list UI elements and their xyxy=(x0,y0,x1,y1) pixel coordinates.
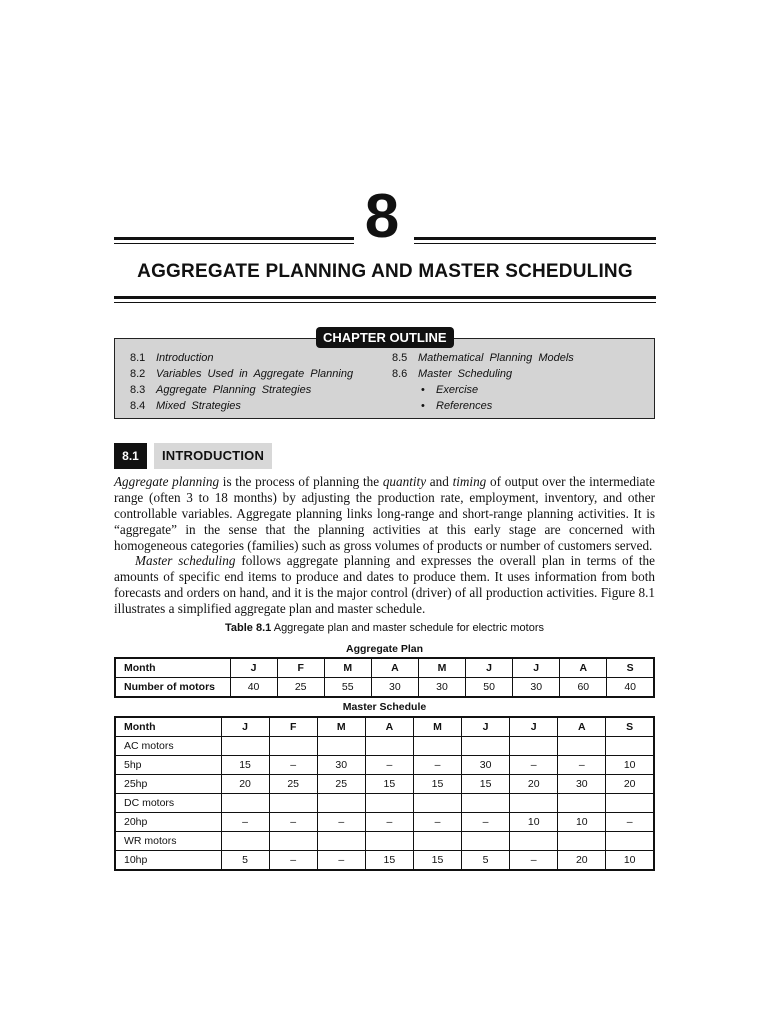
table-header-cell: M xyxy=(324,658,371,678)
table-cell xyxy=(365,737,413,756)
outline-left-column xyxy=(130,350,353,414)
table-cell: – xyxy=(413,756,461,775)
master-schedule-title: Master Schedule xyxy=(342,701,427,713)
table-row-label: AC motors xyxy=(115,737,221,756)
table-header-cell: A xyxy=(558,717,606,737)
section-title: INTRODUCTION xyxy=(154,443,272,469)
table-header-cell: J xyxy=(230,658,277,678)
table-header-cell: J xyxy=(510,717,558,737)
table-caption xyxy=(114,620,655,636)
table-header-row xyxy=(115,658,654,678)
table-cell xyxy=(462,737,510,756)
aggregate-plan-title: Aggregate Plan xyxy=(345,643,424,655)
table-cell xyxy=(269,737,317,756)
table-cell: 15 xyxy=(413,775,461,794)
table-cell: 30 xyxy=(462,756,510,775)
table-row-label: 5hp xyxy=(115,756,221,775)
table-cell xyxy=(317,794,365,813)
table-row xyxy=(115,737,654,756)
top-rule-left-thin xyxy=(114,243,354,244)
table-row xyxy=(115,794,654,813)
paragraph-text: is the process of planning the xyxy=(219,474,383,489)
outline-subitem[interactable] xyxy=(392,398,574,414)
table-cell: 25 xyxy=(317,775,365,794)
paragraph-text: of output over the intermediate range (often 3 to 18 months) by adjusting the production rate, employment, inventory, and other controllable variables. Aggregate planning links long-range and short-range planning activities. It is “aggregate” in the sense that the planning activities at this early stage are concerned with homogeneous categories (families) such as gross volumes of products or number of customers served. xyxy=(114,474,656,553)
table-cell: – xyxy=(462,813,510,832)
table-cell xyxy=(269,832,317,851)
table-header-cell: Month xyxy=(115,717,221,737)
aggregate-plan-table xyxy=(114,657,655,698)
table-row xyxy=(115,678,654,698)
paragraph-text: follows aggregate planning and expresses the overall plan in terms of the amounts of specific end items to produce and dates to produce them. It uses information from both forecasts and orders on hand, and it is the major control (driver) of all production activities. Figure 8.1 illustrates a simplified aggregate plan and master schedule. xyxy=(114,553,656,616)
table-row xyxy=(115,756,654,775)
table-cell: 25 xyxy=(269,775,317,794)
outline-item[interactable] xyxy=(130,398,353,414)
table-cell xyxy=(462,832,510,851)
table-cell xyxy=(365,794,413,813)
table-row-label: 25hp xyxy=(115,775,221,794)
paragraph-master-scheduling xyxy=(114,553,655,617)
outline-item-text: Variables Used in Aggregate Planning xyxy=(156,368,354,380)
chapter-outline-label: CHAPTER OUTLINE xyxy=(316,327,454,348)
table-cell: 20 xyxy=(510,775,558,794)
table-cell: – xyxy=(365,813,413,832)
table-cell xyxy=(221,832,269,851)
outline-item[interactable] xyxy=(392,350,574,366)
table-cell: – xyxy=(317,813,365,832)
term-aggregate-planning: Aggregate planning xyxy=(114,474,220,489)
table-cell xyxy=(317,737,365,756)
outline-item-number: 8.3 xyxy=(130,384,146,396)
top-rule-right-thin xyxy=(414,243,656,244)
table-header-cell: S xyxy=(606,717,654,737)
table-row-label: 20hp xyxy=(115,813,221,832)
emphasis-quantity: quantity xyxy=(382,474,427,489)
table-header-row xyxy=(115,717,654,737)
table-header-cell: F xyxy=(269,717,317,737)
table-cell: – xyxy=(365,756,413,775)
table-cell: – xyxy=(413,813,461,832)
table-cell: – xyxy=(317,851,365,871)
table-cell xyxy=(558,794,606,813)
table-cell xyxy=(606,737,654,756)
outline-item-number: 8.4 xyxy=(130,400,146,412)
table-cell: – xyxy=(221,813,269,832)
table-cell: 60 xyxy=(560,678,607,698)
title-rule-thin xyxy=(114,302,656,303)
paragraph-text: and xyxy=(426,474,453,489)
table-cell xyxy=(221,794,269,813)
table-cell: 40 xyxy=(230,678,277,698)
table-cell: 10 xyxy=(606,851,654,871)
table-row xyxy=(115,813,654,832)
table-row xyxy=(115,775,654,794)
table-cell: 30 xyxy=(371,678,418,698)
chapter-number: 8 xyxy=(364,182,400,251)
table-cell: – xyxy=(606,813,654,832)
table-cell: 10 xyxy=(558,813,606,832)
table-header-cell: J xyxy=(466,658,513,678)
outline-item-text: Aggregate Planning Strategies xyxy=(156,384,312,396)
top-rule-right-thick xyxy=(414,237,656,240)
table-header-cell: A xyxy=(365,717,413,737)
table-cell: 15 xyxy=(462,775,510,794)
outline-item-number: 8.6 xyxy=(392,368,408,380)
table-header-cell: M xyxy=(317,717,365,737)
table-cell: 10 xyxy=(510,813,558,832)
table-header-cell: S xyxy=(607,658,654,678)
table-header-cell: M xyxy=(413,717,461,737)
outline-item-text: Introduction xyxy=(156,352,214,364)
paragraph-aggregate-planning xyxy=(114,474,655,554)
table-cell xyxy=(221,737,269,756)
table-row-label: Number of motors xyxy=(115,678,230,698)
table-cell: 15 xyxy=(365,775,413,794)
table-cell: 30 xyxy=(558,775,606,794)
table-cell xyxy=(510,832,558,851)
title-rule-thick xyxy=(114,296,656,299)
table-cell: 30 xyxy=(418,678,465,698)
table-cell: 20 xyxy=(558,851,606,871)
table-cell: 5 xyxy=(221,851,269,871)
top-rule-left-thick xyxy=(114,237,354,240)
table-cell: 5 xyxy=(462,851,510,871)
table-cell: 30 xyxy=(317,756,365,775)
table-cell: 30 xyxy=(513,678,560,698)
outline-item[interactable] xyxy=(392,366,574,382)
outline-item[interactable] xyxy=(130,366,353,382)
table-cell xyxy=(510,794,558,813)
table-cell: 10 xyxy=(606,756,654,775)
bullet-icon: • xyxy=(421,400,425,412)
table-cell xyxy=(413,832,461,851)
master-schedule-table xyxy=(114,716,655,871)
outline-item-text: Mixed Strategies xyxy=(156,400,241,412)
table-cell: 20 xyxy=(606,775,654,794)
table-cell: – xyxy=(510,756,558,775)
outline-item-text: Master Scheduling xyxy=(418,368,513,380)
table-cell xyxy=(510,737,558,756)
table-cell xyxy=(558,832,606,851)
section-number: 8.1 xyxy=(114,443,147,469)
table-header-cell: A xyxy=(560,658,607,678)
table-header-cell: A xyxy=(371,658,418,678)
table-row xyxy=(115,851,654,871)
outline-item-number: 8.2 xyxy=(130,368,146,380)
table-cell xyxy=(413,737,461,756)
table-cell: 15 xyxy=(413,851,461,871)
table-row-label: 10hp xyxy=(115,851,221,871)
outline-item[interactable] xyxy=(130,350,353,366)
outline-item-text: Mathematical Planning Models xyxy=(418,352,574,364)
table-header-cell: J xyxy=(462,717,510,737)
table-cell xyxy=(606,794,654,813)
table-cell: 15 xyxy=(221,756,269,775)
table-cell: – xyxy=(510,851,558,871)
table-cell: 50 xyxy=(466,678,513,698)
table-cell: 40 xyxy=(607,678,654,698)
table-cell: 55 xyxy=(324,678,371,698)
table-cell: – xyxy=(269,851,317,871)
table-cell xyxy=(365,832,413,851)
table-header-cell: J xyxy=(513,658,560,678)
table-row-label: DC motors xyxy=(115,794,221,813)
outline-item-number: 8.1 xyxy=(130,352,146,364)
table-caption-text: Aggregate plan and master schedule for electric motors xyxy=(271,622,544,634)
table-caption-label: Table 8.1 xyxy=(225,622,272,634)
table-cell xyxy=(413,794,461,813)
table-cell xyxy=(558,737,606,756)
outline-subitem-text: Exercise xyxy=(436,384,479,396)
table-cell xyxy=(606,832,654,851)
table-cell: – xyxy=(269,813,317,832)
table-cell: – xyxy=(269,756,317,775)
term-master-scheduling: Master scheduling xyxy=(135,553,236,568)
table-header-cell: M xyxy=(418,658,465,678)
table-row-label: WR motors xyxy=(115,832,221,851)
table-header-cell: Month xyxy=(115,658,230,678)
table-row xyxy=(115,832,654,851)
table-header-cell: F xyxy=(277,658,324,678)
table-cell: 15 xyxy=(365,851,413,871)
outline-subitem-text: References xyxy=(436,400,493,412)
table-header-cell: J xyxy=(221,717,269,737)
outline-item-number: 8.5 xyxy=(392,352,408,364)
table-cell: 20 xyxy=(221,775,269,794)
outline-right-column xyxy=(392,350,574,414)
table-cell xyxy=(269,794,317,813)
table-cell: – xyxy=(558,756,606,775)
table-cell: 25 xyxy=(277,678,324,698)
chapter-title: AGGREGATE PLANNING AND MASTER SCHEDULING xyxy=(137,261,633,282)
table-cell xyxy=(317,832,365,851)
outline-item[interactable] xyxy=(130,382,353,398)
emphasis-timing: timing xyxy=(452,474,487,489)
bullet-icon: • xyxy=(421,384,425,396)
table-cell xyxy=(462,794,510,813)
outline-subitem[interactable] xyxy=(392,382,574,398)
